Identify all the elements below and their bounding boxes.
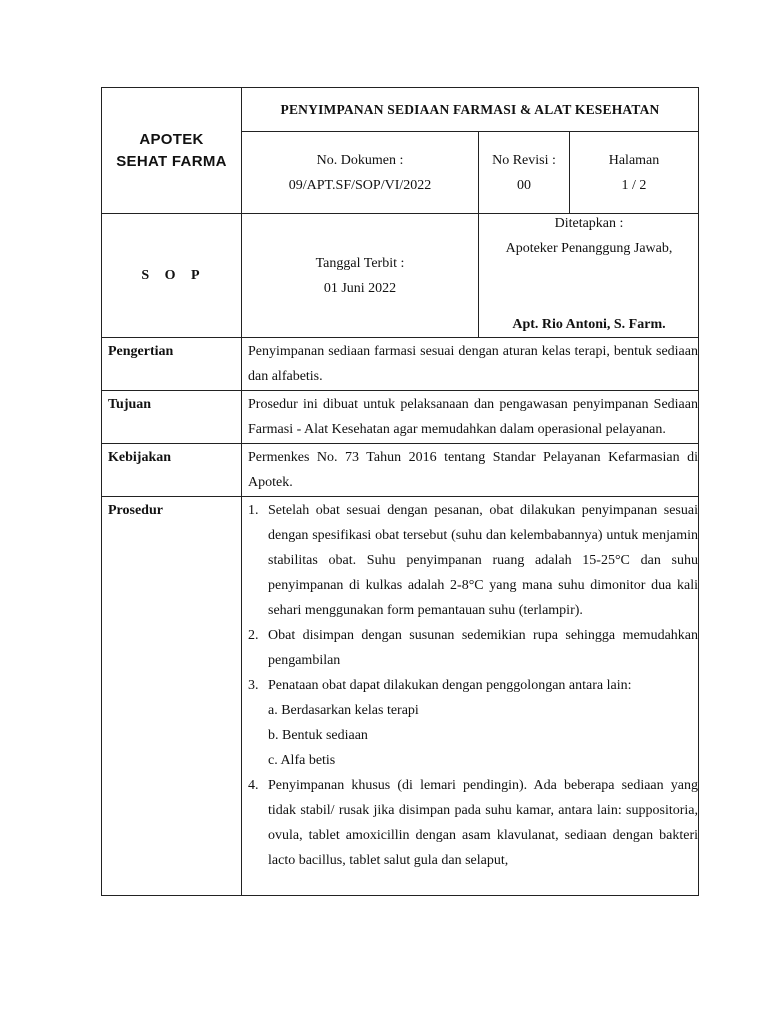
document-title: PENYIMPANAN SEDIAAN FARMASI & ALAT KESEHATAN xyxy=(280,101,660,117)
prosedur-step xyxy=(248,673,698,773)
tujuan-text: Prosedur ini dibuat untuk pelaksanaan dan pengawasan penyimpanan Sediaan Farmasi - Alat Kesehatan agar memudahkan dalam operasional pelayanan. xyxy=(248,397,698,437)
prosedur-step xyxy=(248,623,698,673)
section-tujuan xyxy=(102,391,698,444)
tujuan-label: Tujuan xyxy=(102,391,242,443)
section-pengertian xyxy=(102,338,698,391)
tanggal-terbit-cell xyxy=(241,213,478,337)
step-number: 1. xyxy=(248,503,259,518)
step-number: 4. xyxy=(248,778,259,793)
ditetapkan-label: Ditetapkan : xyxy=(554,216,624,231)
step-text: Obat disimpan dengan susunan sedemikian rupa sehingga memudahkan pengambilan xyxy=(268,628,698,668)
prosedur-steps xyxy=(248,498,698,873)
step-text: Penataan obat dapat dilakukan dengan penggolongan antara lain: xyxy=(268,678,632,693)
document-title-cell xyxy=(241,88,698,131)
pengertian-text: Penyimpanan sediaan farmasi sesuai dengan aturan kelas terapi, bentuk sediaan dan alfabetis. xyxy=(248,344,698,384)
pengertian-label: Pengertian xyxy=(102,338,242,390)
step-number: 2. xyxy=(248,628,259,643)
step-number: 3. xyxy=(248,678,259,693)
document-header xyxy=(102,88,698,338)
sop-label: S O P xyxy=(141,267,202,283)
no-revisi-cell xyxy=(478,131,569,214)
no-revisi-value: 00 xyxy=(517,178,531,193)
apotek-name-line1: APOTEK xyxy=(139,130,204,148)
prosedur-content xyxy=(242,497,698,895)
sop-label-cell xyxy=(102,213,241,337)
prosedur-step xyxy=(248,498,698,623)
kebijakan-label: Kebijakan xyxy=(102,444,242,496)
prosedur-step xyxy=(248,773,698,873)
step-sub-item: a. Berdasarkan kelas terapi xyxy=(268,703,419,718)
no-dokumen-label: No. Dokumen : xyxy=(316,153,404,168)
no-dokumen-value: 09/APT.SF/SOP/VI/2022 xyxy=(288,178,432,193)
ditetapkan-role: Apoteker Penanggung Jawab, xyxy=(505,241,673,256)
tanggal-terbit-value: 01 Juni 2022 xyxy=(323,280,397,296)
halaman-label: Halaman xyxy=(608,153,660,168)
step-text: Setelah obat sesuai dengan pesanan, obat dilakukan penyimpanan sesuai dengan spesifikasi obat tersebut (suhu dan kelembabannya) untuk menjamin stabilitas obat. Suhu penyimpanan ruang adalah 15-25°C dan suhu penyimpanan di kulkas adalah 2-8°C yang mana suhu dimonitor dua kali sehari menggunakan form pemantauan suhu (terlampir). xyxy=(268,503,698,618)
sop-document xyxy=(101,87,699,896)
step-sub-item: b. Bentuk sediaan xyxy=(268,728,368,743)
kebijakan-text: Permenkes No. 73 Tahun 2016 tentang Standar Pelayanan Kefarmasian di Apotek. xyxy=(248,450,698,490)
tanggal-terbit-label: Tanggal Terbit : xyxy=(315,255,405,271)
ditetapkan-cell xyxy=(478,213,698,337)
section-kebijakan xyxy=(102,444,698,497)
ditetapkan-signatory: Apt. Rio Antoni, S. Farm. xyxy=(512,317,666,332)
section-prosedur xyxy=(102,497,698,895)
step-sub-item: c. Alfa betis xyxy=(268,753,336,768)
no-dokumen-cell xyxy=(241,131,478,214)
no-revisi-label: No Revisi : xyxy=(492,153,556,168)
step-text: Penyimpanan khusus (di lemari pendingin). Ada beberapa sediaan yang tidak stabil/ rusak jika disimpan pada suhu kamar, antara lain: suppositoria, ovula, tablet amoxicillin dengan asam klavulanat, sediaan dengan bakteri lacto bacillus, tablet salut gula dan selaput, xyxy=(268,778,698,868)
halaman-value: 1 / 2 xyxy=(621,178,647,193)
prosedur-label: Prosedur xyxy=(102,497,242,895)
apotek-name xyxy=(102,88,241,213)
halaman-cell xyxy=(569,131,698,214)
apotek-name-line2: SEHAT FARMA xyxy=(116,152,227,170)
